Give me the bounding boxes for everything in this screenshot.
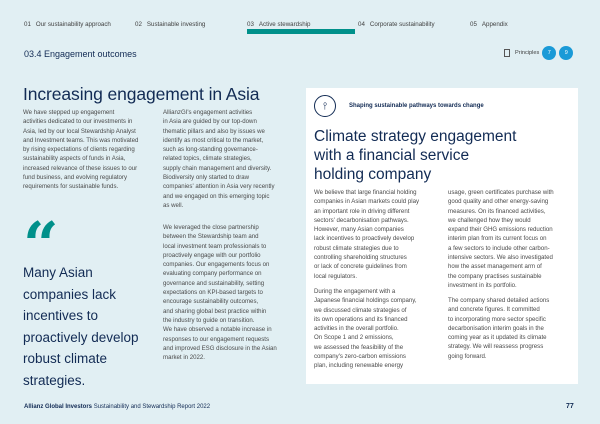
top-navigation (0, 19, 600, 31)
quote-mark-icon (23, 218, 59, 254)
active-section-indicator (247, 29, 355, 34)
card-paragraph: We believe that large financial holding companies in Asian markets could play an important role in driving different sectors' decarbonisation pathways. However, many Asian companies lack incentives to proactively develop robust climate strategies due to controlling shareholding structures or lack of concrete guidelines from local regulators. (314, 189, 420, 280)
nav-item-active-stewardship[interactable]: 03 Active stewardship (247, 21, 311, 28)
card-paragraph: usage, green certificates purchase with good quality and other energy-saving measures. On its financed activities, we challenged how they would expand their GHG emissions reduction interim plan from its current focus on a few sectors to include other carbon- intensive sectors. We also investigated how the asset management arm of the company practises sustainable investment in its portfolio. (448, 189, 554, 289)
principles-label: Principles (515, 50, 540, 56)
pathway-sign-icon: ⫯ (314, 95, 336, 117)
page-heading: Increasing engagement in Asia (23, 84, 260, 104)
footer (24, 404, 210, 410)
document-icon (504, 49, 510, 57)
card-tagline: Shaping sustainable pathways towards change (349, 103, 484, 109)
intro-paragraph: We have stepped up engagement activities dedicated to our investments in Asia, led by our local Stewardship Analyst and Investment teams. This was motivated by rising expectations of clients regarding sustainability aspects of funds in Asia, increased relevance of these issues to our fund business, and evolving regulatory requirements for sustainable funds. (23, 109, 139, 191)
card-paragraph: The company shared detailed actions and concrete figures. It committed to incorporating more sector specific decarbonisation interim goals in the coming year as it updated its climate strategy. We will reassess progress going forward. (448, 297, 550, 360)
nav-item-sustainable-investing[interactable]: 02 Sustainable investing (135, 21, 206, 28)
card-title: Climate strategy engagement with a financial service holding company (314, 128, 517, 183)
principle-badge-9[interactable]: 9 (559, 46, 573, 60)
section-title: 03.4 Engagement outcomes (24, 49, 137, 59)
guidance-paragraph: AllianzGI's engagement activities in Asia are guided by our top-down thematic pillars and also by issues we identify as most critical to the market, such as long-standing governance- related topics, climate strategies, supply chain management and diversity. Biodiversity only started to draw companies' attention in Asia very recently and we engaged on this emerging topic as well. (163, 109, 275, 209)
nav-item-corporate-sustainability[interactable]: 04 Corporate sustainability (358, 21, 435, 28)
principle-badge-7[interactable]: 7 (542, 46, 556, 60)
card-paragraph: During the engagement with a Japanese financial holdings company, we discussed climate strategies of its own operations and its financed activities in the overall portfolio. On Scope 1 and 2 emissions, we assessed the feasibility of the company's zero-carbon emissions plan, including renewable energy (314, 288, 417, 370)
partnership-paragraph: We leveraged the close partnership between the Stewardship team and local investment team professionals to proactively engage with our portfolio companies. Our engagements focus on evaluating company performance on governance and sustainability, setting expectations on KPI-based targets to encourage sustainability outcomes, and sharing global best practice within the industry to guide on transition. We have observed a notable increase in responses to our engagement requests and improved ESG disclosure in the Asian market in 2022. (163, 224, 277, 362)
nav-item-sustainability-approach[interactable]: 01 Our sustainability approach (24, 21, 111, 28)
footer-title: Sustainability and Stewardship Report 2022 (93, 404, 211, 410)
page-number: 77 (566, 403, 574, 410)
nav-item-appendix[interactable]: 05 Appendix (470, 21, 508, 28)
pull-quote: Many Asian companies lack incentives to proactively develop robust climate strategies. (23, 265, 139, 388)
case-study-card (306, 88, 578, 384)
footer-brand: Allianz Global Investors (24, 404, 93, 410)
principles (504, 46, 573, 60)
